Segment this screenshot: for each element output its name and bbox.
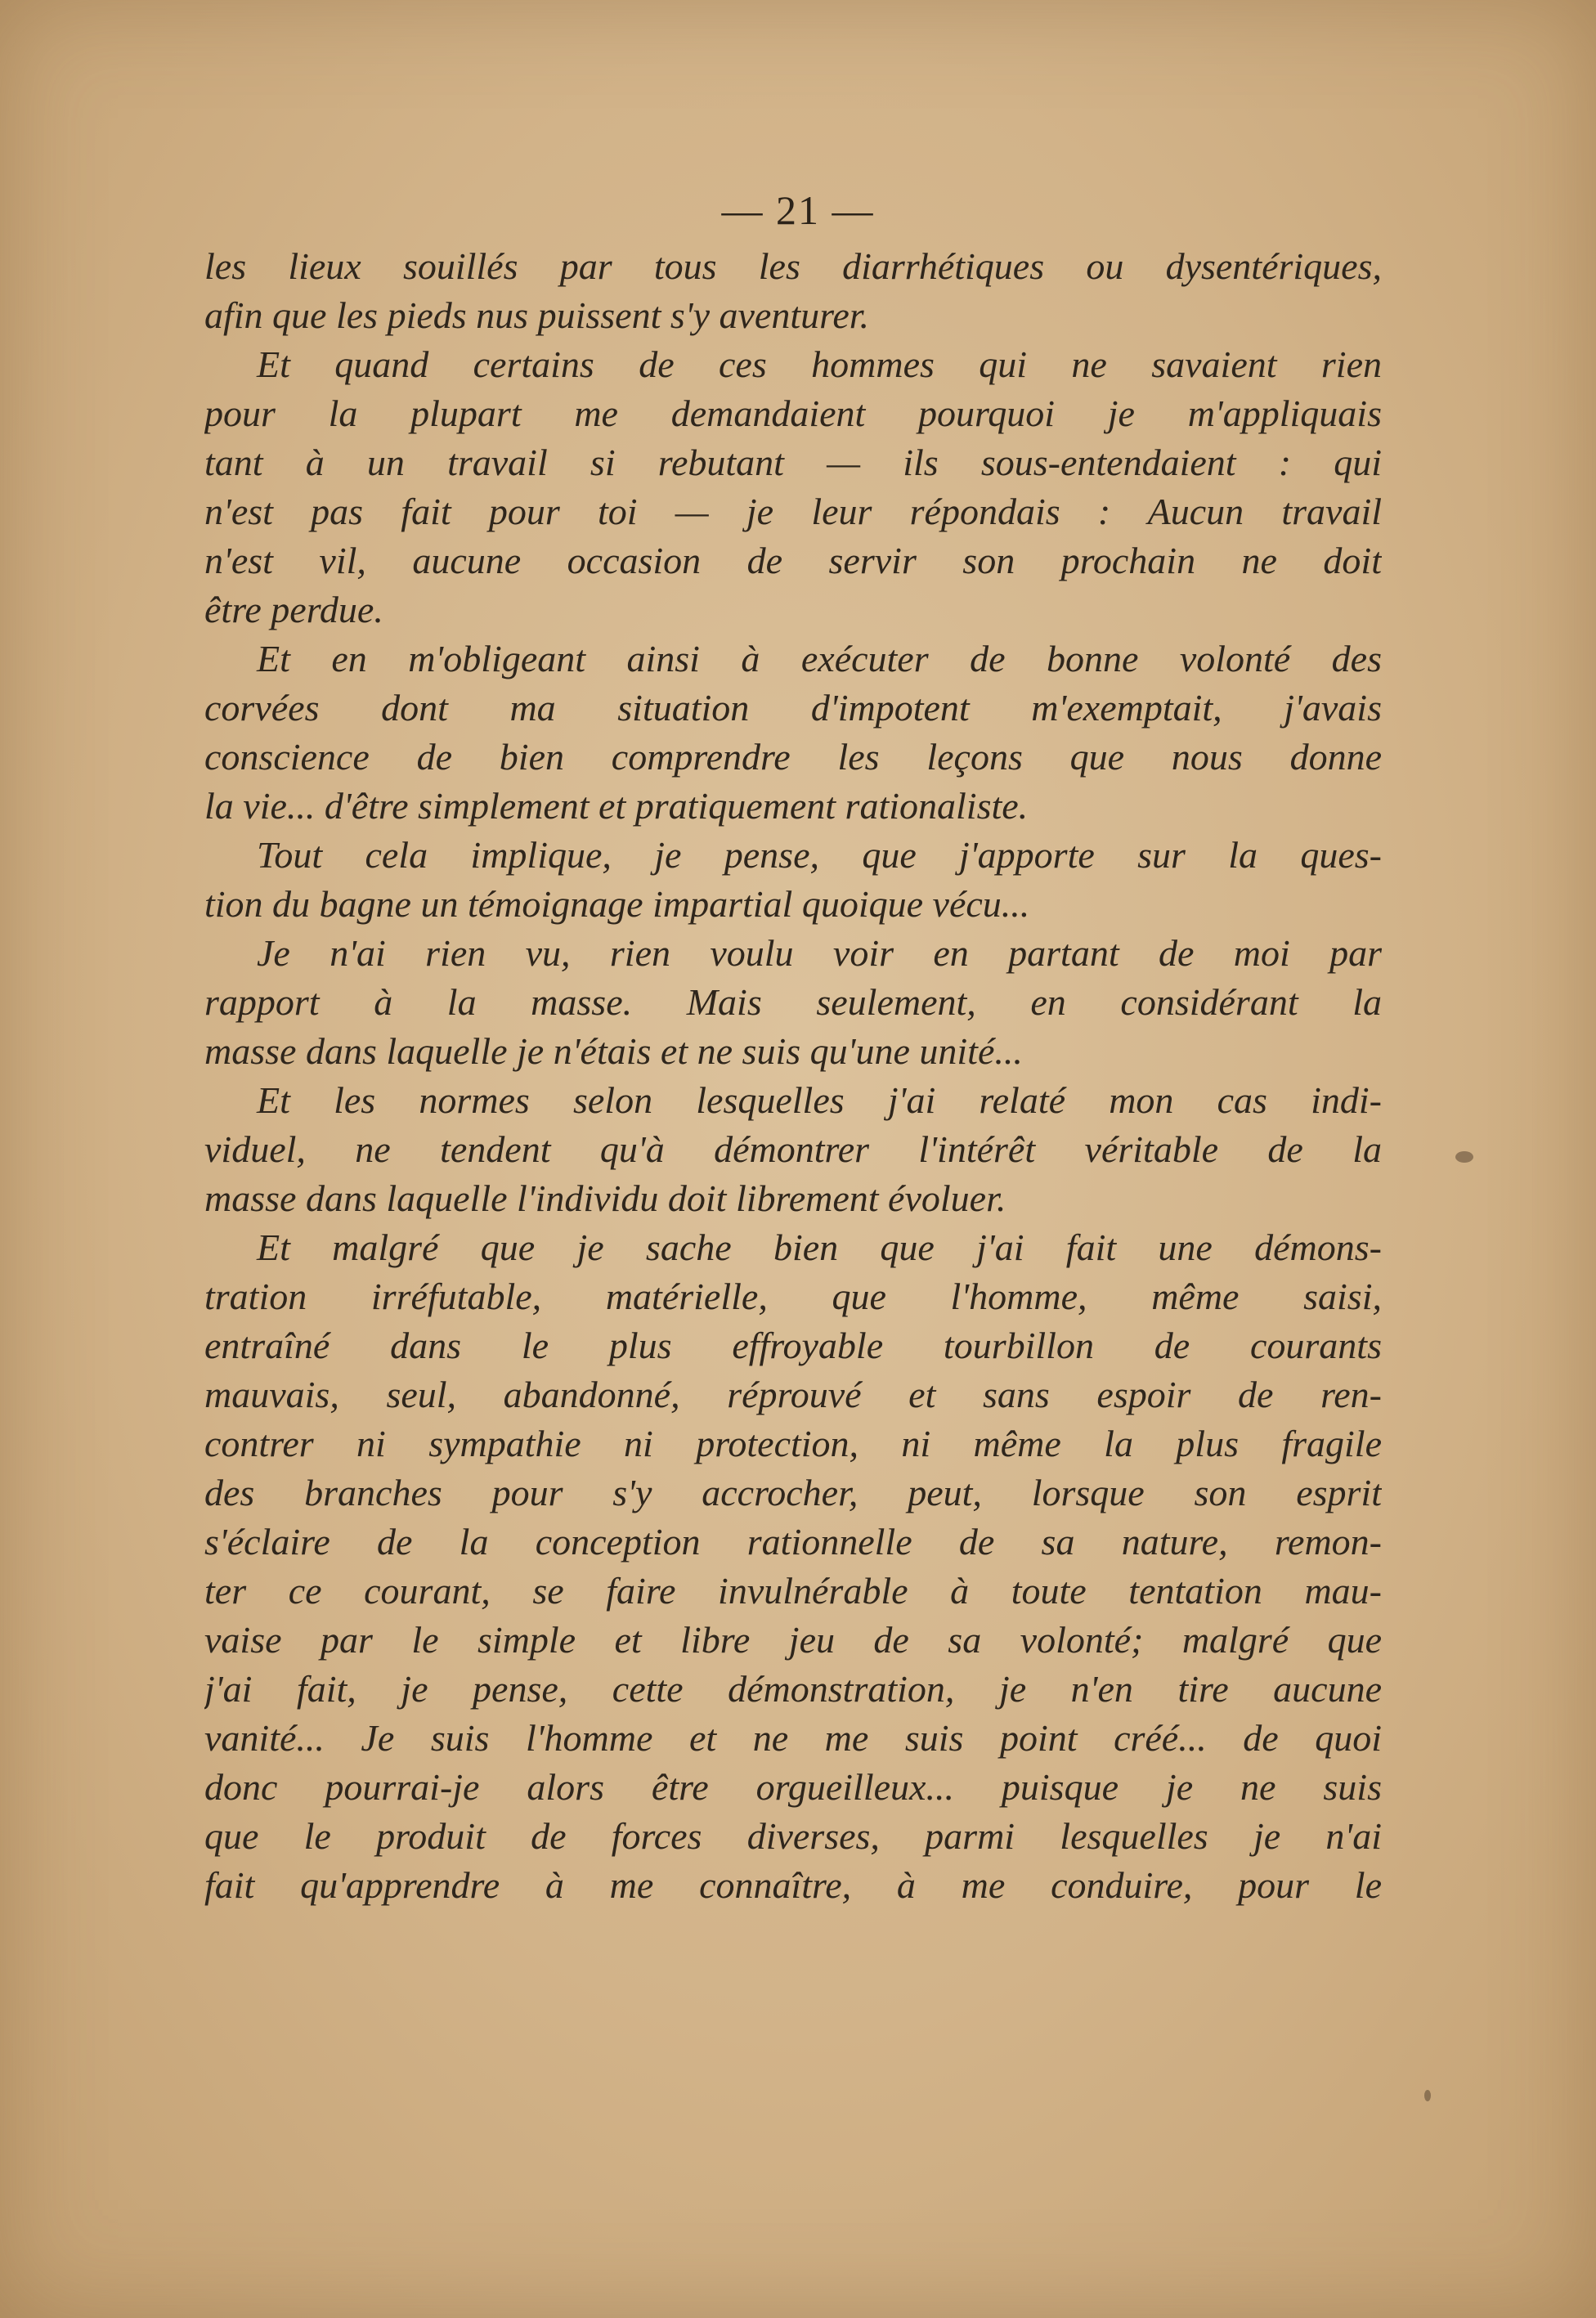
paper-stain bbox=[1424, 2090, 1431, 2101]
text-line: Et les normes selon lesquelles j'ai relaté mon cas indi- bbox=[257, 1079, 1382, 1121]
text-line: rapport à la masse. Mais seulement, en considérant la bbox=[204, 981, 1382, 1023]
text-line: Et en m'obligeant ainsi à exécuter de bonne volonté des bbox=[257, 638, 1382, 679]
text-line: que le produit de forces diverses, parmi lesquelles je n'ai bbox=[204, 1815, 1382, 1857]
text-line: donc pourrai-je alors être orgueilleux... puisque je ne suis bbox=[204, 1766, 1382, 1808]
text-line: j'ai fait, je pense, cette démonstration, je n'en tire aucune bbox=[204, 1668, 1382, 1710]
text-line: tant à un travail si rebutant — ils sous-entendaient : qui bbox=[204, 442, 1382, 483]
text-line: tration irréfutable, matérielle, que l'homme, même saisi, bbox=[204, 1276, 1382, 1317]
page-number: — 21 — bbox=[721, 187, 875, 233]
text-line: masse dans laquelle je n'étais et ne suis qu'une unité... bbox=[204, 1030, 1023, 1072]
text-line: s'éclaire de la conception rationnelle de sa nature, remon- bbox=[204, 1521, 1382, 1563]
text-line: afin que les pieds nus puissent s'y aventurer. bbox=[204, 294, 870, 336]
text-line: les lieux souillés par tous les diarrhétiques ou dysentériques, bbox=[204, 245, 1382, 287]
text-line: tion du bagne un témoignage impartial quoique vécu... bbox=[204, 883, 1030, 925]
text-line: ter ce courant, se faire invulnérable à toute tentation mau- bbox=[204, 1570, 1382, 1612]
text-line: n'est pas fait pour toi — je leur répondais : Aucun travail bbox=[204, 491, 1382, 532]
text-line: mauvais, seul, abandonné, réprouvé et sans espoir de ren- bbox=[204, 1374, 1382, 1415]
text-line: vanité... Je suis l'homme et ne me suis point créé... de quoi bbox=[204, 1717, 1382, 1759]
paper-stain bbox=[1455, 1151, 1473, 1163]
text-line: corvées dont ma situation d'impotent m'exemptait, j'avais bbox=[204, 687, 1382, 729]
text-line: n'est vil, aucune occasion de servir son prochain ne doit bbox=[204, 540, 1382, 581]
text-line: viduel, ne tendent qu'à démontrer l'intérêt véritable de la bbox=[204, 1128, 1382, 1170]
text-line: vaise par le simple et libre jeu de sa volonté; malgré que bbox=[204, 1619, 1382, 1661]
text-line: masse dans laquelle l'individu doit librement évoluer. bbox=[204, 1177, 1006, 1219]
text-line: conscience de bien comprendre les leçons que nous donne bbox=[204, 736, 1382, 778]
text-line: fait qu'apprendre à me connaître, à me conduire, pour le bbox=[204, 1864, 1382, 1906]
text-line: pour la plupart me demandaient pourquoi je m'appliquais bbox=[204, 392, 1382, 434]
text-line: des branches pour s'y accrocher, peut, lorsque son esprit bbox=[204, 1472, 1382, 1513]
text-line: contrer ni sympathie ni protection, ni même la plus fragile bbox=[204, 1423, 1382, 1464]
text-line: entraîné dans le plus effroyable tourbillon de courants bbox=[204, 1325, 1382, 1366]
text-line: Je n'ai rien vu, rien voulu voir en partant de moi par bbox=[257, 932, 1382, 974]
text-line: Tout cela implique, je pense, que j'apporte sur la ques- bbox=[257, 834, 1382, 876]
text-line: la vie... d'être simplement et pratiquement rationaliste. bbox=[204, 785, 1029, 827]
text-line: Et malgré que je sache bien que j'ai fait une démons- bbox=[257, 1226, 1382, 1268]
text-line: Et quand certains de ces hommes qui ne savaient rien bbox=[257, 343, 1382, 385]
text-line: être perdue. bbox=[204, 589, 383, 630]
